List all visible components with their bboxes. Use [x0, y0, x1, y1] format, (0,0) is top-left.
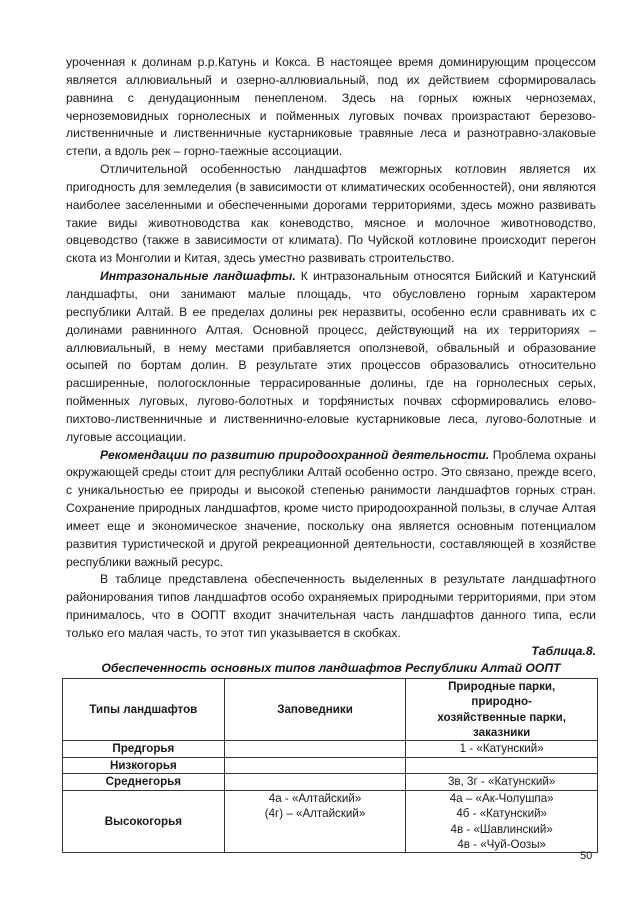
table-header-row: [63, 678, 598, 741]
section-heading-recommendations: Рекомендации по развитию природоохранной деятельности.: [100, 447, 490, 462]
cell-parks: [406, 790, 598, 853]
page-number: 50: [580, 850, 593, 862]
cell-reserves: [224, 790, 406, 853]
cell-parks: [406, 757, 598, 773]
header-parks-line: заказники: [473, 726, 531, 740]
header-parks-line: природно-: [471, 695, 532, 709]
paragraph-5: В таблице представлена обеспеченность выделенных в результате ландшафтного районирования типов ландшафтов особо охраняемых природными территориями, при этом принималось, что в ООПТ входит значительная часть ландшафтов данного типа, если только его малая часть, то этот тип указывается в скобках.: [66, 572, 596, 640]
paragraph-1: уроченная к долинам р.р.Катунь и Кокса. В настоящее время доминирующим процессом является аллювиальный и озерно-аллювиальный, под их действием сформировалась равнина с денудационным пенепленом. Здесь на горных южных черноземах, черноземовидных горнолесных и пойменных луговых почвах произрастают березово-лиственничные и лиственничные кустарниковые травяные леса и разнотравно-злаковые степи, а вдоль рек – горно-таежные ассоциации.: [66, 55, 596, 159]
table-title: Обеспеченность основных типов ландшафтов Республики Алтай ООПТ: [101, 660, 561, 675]
cell-type: Низкогорья: [63, 757, 225, 773]
cell-reserves: [224, 757, 406, 773]
header-reserves: Заповедники: [224, 678, 406, 741]
header-parks: [406, 678, 598, 741]
cell-type: Высокогорья: [63, 790, 225, 853]
cell-type: Среднегорья: [63, 774, 225, 790]
paragraph-3-text: К интразональным относятся Бийский и Катунский ландшафты, они занимают малые площадь, что обусловлено горным характером республики Алтай. В ее пределах долины рек неразвиты, особенно если сравнивать их с долинами равнинного Алтая. Основной процесс, действующий на их территориях – аллювиальный, в нему местами прибавляется оползневой, обвальный и образование осыпей по бортам долин. В результате этих процессов образовались относительно расширенные, пологосклонные террасированные долины, где на горнолесных серых, пойменных луговых, лугово-болотных и торфянистых почвах сформировались елово-пихтово-лиственничные и лиственнично-еловые кустарниковые леса, лугово-болотные и луговые ассоциации.: [66, 269, 596, 444]
paragraph-4: [66, 447, 596, 572]
paragraph-2: Отличительной особенностью ландшафтов межгорных котловин является их пригодность для земледелия (в зависимости от климатических особенностей), они являются наиболее заселенными и обеспеченными дорогами территориями, здесь можно развивать такие виды животноводства как коневодство, мясное и молочное животноводство, овцеводство (также в зависимости от климата). По Чуйской котловине происходит перегон скота из Монголии и Китая, здесь уместно развивать строительство.: [66, 162, 596, 266]
cell-line: (4г) – «Алтайский»: [264, 807, 366, 821]
header-parks-line: хозяйственные парки,: [437, 710, 566, 724]
header-parks-line: Природные парки,: [448, 679, 556, 693]
table-row: [63, 790, 598, 853]
table-row: [63, 741, 598, 757]
table-row: [63, 757, 598, 773]
landscape-table: [62, 678, 598, 853]
paragraph-3: [66, 268, 596, 446]
cell-line: 4а – «Ак-Чолушпа»: [449, 791, 554, 805]
cell-line: 3в, 3г - «Катунский»: [447, 775, 556, 789]
cell-parks: [406, 774, 598, 790]
paragraph-4-text: Проблема охраны окружающей среды стоит для республики Алтай особенно остро. Это связано, прежде всего, с уникальностью ее природы и высокой степенью ранимости ландшафтов горных стран. Сохранение природных ландшафтов, кроме чисто природоохранной пользы, в случае Алтая имеет еще и экономическое значение, поскольку она является основным потенциалом развития туристической и другой рекреационной деятельности, составляющей в хозяйстве республики важный ресурс.: [66, 447, 596, 569]
cell-line: 4б - «Катунский»: [456, 807, 548, 821]
cell-type: Предгорья: [63, 741, 225, 757]
header-types: Типы ландшафтов: [63, 678, 225, 741]
document-page: [66, 54, 596, 853]
cell-reserves: [224, 741, 406, 757]
section-heading-intrazonal: Интразональные ландшафты.: [100, 269, 296, 284]
cell-parks: [406, 741, 598, 757]
table-caption: Таблица.8.: [531, 643, 596, 658]
cell-reserves: [224, 774, 406, 790]
cell-line: 1 - «Катунский»: [459, 742, 544, 756]
cell-line: 4а - «Алтайский»: [268, 791, 362, 805]
table-row: [63, 774, 598, 790]
cell-line: 4в - «Чуй-Оозы»: [457, 837, 546, 851]
cell-line: 4в - «Шавлинский»: [450, 822, 553, 836]
